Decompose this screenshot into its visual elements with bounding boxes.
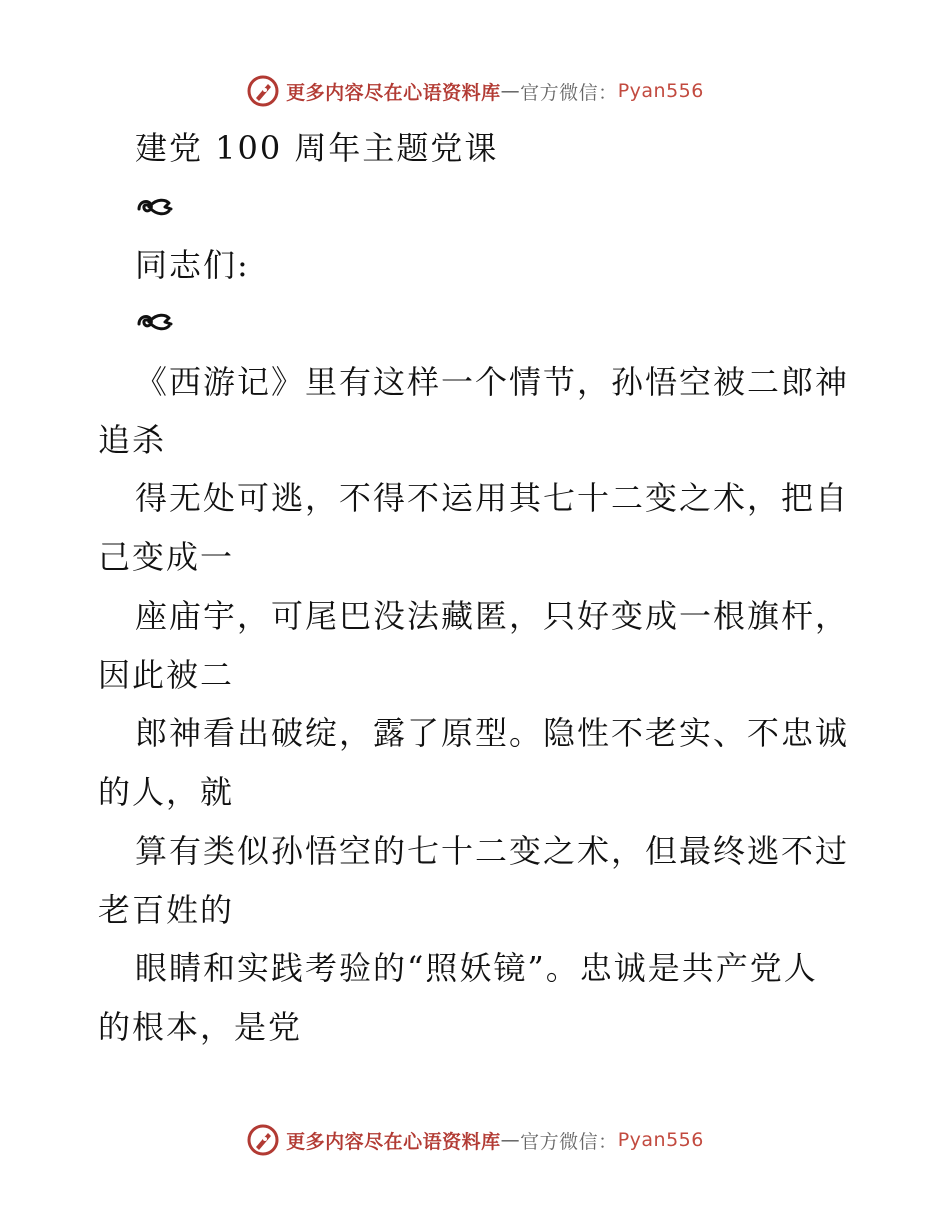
watermark-site-text: 更多内容尽在心语资料库 xyxy=(286,1130,501,1153)
footer-watermark xyxy=(0,1120,950,1160)
paragraph-line: 老百姓的 xyxy=(98,891,235,929)
watermark-wechat-label: 官方微信： xyxy=(520,81,618,104)
paragraph-line: 郎神看出破绽，露了原型。隐性不老实、不忠诚 xyxy=(135,714,850,752)
watermark-wechat-id: Pyan556 xyxy=(617,80,704,102)
paragraph-line: 因此被二 xyxy=(98,656,235,694)
watermark-site-text: 更多内容尽在心语资料库 xyxy=(286,81,501,104)
paragraph-line: 得无处可逃，不得不运用其七十二变之术，把自 xyxy=(135,479,850,517)
pen-nib-logo-icon xyxy=(246,74,280,108)
pen-nib-logo-icon xyxy=(246,1123,280,1157)
swirl-ornament-icon xyxy=(135,310,173,336)
paragraph-line: 《西游记》里有这样一个情节，孙悟空被二郎神 xyxy=(135,363,850,401)
watermark-wechat-id: Pyan556 xyxy=(617,1129,704,1151)
paragraph-line: 追杀 xyxy=(98,421,167,459)
paragraph-line: 眼睛和实践考验的“照妖镜”。忠诚是共产党人 xyxy=(135,949,818,987)
paragraph-line: 己变成一 xyxy=(98,538,235,576)
greeting: 同志们: xyxy=(135,246,250,284)
watermark-dash: — xyxy=(500,80,521,102)
paragraph-line: 算有类似孙悟空的七十二变之术，但最终逃不过 xyxy=(135,832,850,870)
swirl-ornament-icon xyxy=(135,195,173,221)
paragraph-line: 座庙宇，可尾巴没法藏匿，只好变成一根旗杆， xyxy=(135,597,850,635)
paragraph-line: 的人，就 xyxy=(98,773,235,811)
watermark-wechat-label: 官方微信： xyxy=(520,1130,618,1153)
watermark-dash: — xyxy=(500,1129,521,1151)
paragraph-line: 的根本，是党 xyxy=(98,1008,303,1046)
header-watermark xyxy=(0,71,950,111)
document-title: 建党 100 周年主题党课 xyxy=(135,129,499,167)
